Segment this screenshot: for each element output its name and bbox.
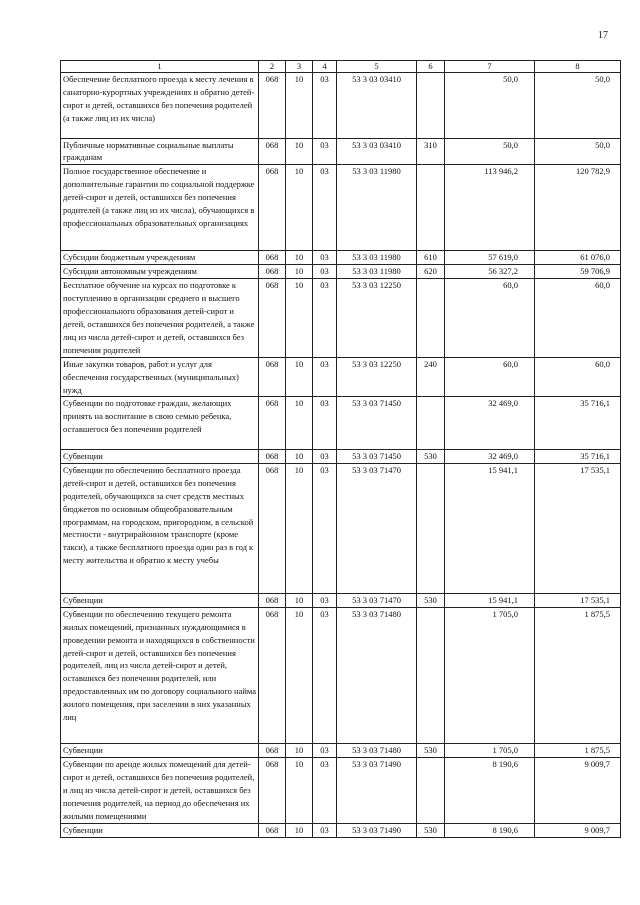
table-row xyxy=(61,73,621,139)
amount-year2-cell: 17 535,1 xyxy=(535,593,621,607)
amount-year2-cell: 50,0 xyxy=(535,73,621,139)
section-code-cell: 10 xyxy=(286,823,313,837)
table-row xyxy=(61,165,621,251)
table-row xyxy=(61,450,621,464)
row-name-cell: Субвенции по обеспечению бесплатного проезда детей-сирот и детей, оставшихся без попечения родителей, обучающихся за счет средств местных бюджетов по основным общеобразовательным программам, на городском, пригородном, в сельской местности - внутрирайонном транспорте (кроме такси), а также бесплатного проезда один раз в год к месту жительства и обратно к месту учебы xyxy=(61,463,259,593)
subsection-code-cell: 03 xyxy=(313,357,337,397)
subsection-code-cell: 03 xyxy=(313,73,337,139)
section-code-cell: 10 xyxy=(286,279,313,357)
amount-year1-cell: 15 941,1 xyxy=(445,593,535,607)
section-code-cell: 10 xyxy=(286,758,313,824)
amount-year1-cell: 56 327,2 xyxy=(445,265,535,279)
expense-type-cell xyxy=(417,463,445,593)
header-cell: 4 xyxy=(313,61,337,73)
ministry-code-cell: 068 xyxy=(259,607,286,743)
subsection-code-cell: 03 xyxy=(313,279,337,357)
ministry-code-cell: 068 xyxy=(259,593,286,607)
ministry-code-cell: 068 xyxy=(259,265,286,279)
table-row xyxy=(61,265,621,279)
amount-year2-cell: 60,0 xyxy=(535,279,621,357)
amount-year2-cell: 61 076,0 xyxy=(535,251,621,265)
ministry-code-cell: 068 xyxy=(259,357,286,397)
target-article-cell: 53 3 03 71490 xyxy=(337,823,417,837)
ministry-code-cell: 068 xyxy=(259,463,286,593)
amount-year2-cell: 59 706,9 xyxy=(535,265,621,279)
amount-year2-cell: 9 009,7 xyxy=(535,823,621,837)
header-cell: 6 xyxy=(417,61,445,73)
amount-year1-cell: 8 190,6 xyxy=(445,758,535,824)
target-article-cell: 53 3 03 03410 xyxy=(337,138,417,165)
table-row xyxy=(61,593,621,607)
amount-year1-cell: 32 469,0 xyxy=(445,450,535,464)
subsection-code-cell: 03 xyxy=(313,823,337,837)
row-name-cell: Субсидии автономным учреждениям xyxy=(61,265,259,279)
expense-type-cell: 530 xyxy=(417,450,445,464)
table-row xyxy=(61,397,621,450)
amount-year1-cell: 32 469,0 xyxy=(445,397,535,450)
table-row xyxy=(61,357,621,397)
table-row xyxy=(61,758,621,824)
target-article-cell: 53 3 03 71480 xyxy=(337,607,417,743)
target-article-cell: 53 3 03 11980 xyxy=(337,165,417,251)
target-article-cell: 53 3 03 12250 xyxy=(337,279,417,357)
table-row xyxy=(61,744,621,758)
amount-year2-cell: 35 716,1 xyxy=(535,450,621,464)
section-code-cell: 10 xyxy=(286,165,313,251)
target-article-cell: 53 3 03 71470 xyxy=(337,463,417,593)
amount-year2-cell: 1 875,5 xyxy=(535,607,621,743)
target-article-cell: 53 3 03 11980 xyxy=(337,251,417,265)
expense-type-cell: 240 xyxy=(417,357,445,397)
budget-table xyxy=(60,60,621,838)
target-article-cell: 53 3 03 12250 xyxy=(337,357,417,397)
table-row xyxy=(61,607,621,743)
amount-year1-cell: 113 946,2 xyxy=(445,165,535,251)
target-article-cell: 53 3 03 71450 xyxy=(337,450,417,464)
amount-year1-cell: 50,0 xyxy=(445,138,535,165)
expense-type-cell: 310 xyxy=(417,138,445,165)
header-cell: 3 xyxy=(286,61,313,73)
expense-type-cell xyxy=(417,165,445,251)
expense-type-cell xyxy=(417,607,445,743)
amount-year2-cell: 17 535,1 xyxy=(535,463,621,593)
section-code-cell: 10 xyxy=(286,593,313,607)
amount-year1-cell: 50,0 xyxy=(445,73,535,139)
ministry-code-cell: 068 xyxy=(259,251,286,265)
section-code-cell: 10 xyxy=(286,265,313,279)
expense-type-cell: 530 xyxy=(417,744,445,758)
subsection-code-cell: 03 xyxy=(313,593,337,607)
ministry-code-cell: 068 xyxy=(259,138,286,165)
expense-type-cell: 530 xyxy=(417,823,445,837)
section-code-cell: 10 xyxy=(286,744,313,758)
subsection-code-cell: 03 xyxy=(313,251,337,265)
table-row xyxy=(61,463,621,593)
table-row xyxy=(61,251,621,265)
amount-year2-cell: 35 716,1 xyxy=(535,397,621,450)
section-code-cell: 10 xyxy=(286,138,313,165)
subsection-code-cell: 03 xyxy=(313,744,337,758)
target-article-cell: 53 3 03 71490 xyxy=(337,758,417,824)
ministry-code-cell: 068 xyxy=(259,744,286,758)
section-code-cell: 10 xyxy=(286,607,313,743)
table-row xyxy=(61,279,621,357)
ministry-code-cell: 068 xyxy=(259,73,286,139)
section-code-cell: 10 xyxy=(286,450,313,464)
table-row xyxy=(61,823,621,837)
amount-year2-cell: 9 009,7 xyxy=(535,758,621,824)
header-row xyxy=(61,61,621,73)
amount-year1-cell: 1 705,0 xyxy=(445,744,535,758)
subsection-code-cell: 03 xyxy=(313,265,337,279)
expense-type-cell xyxy=(417,73,445,139)
row-name-cell: Бесплатное обучение на курсах по подготовке к поступлению в организации среднего и высшего профессионального образования детей-сирот и детей, оставшихся без попечения родителей, а также лиц из числа детей-сирот и детей, оставшихся без попечения родителей xyxy=(61,279,259,357)
expense-type-cell: 620 xyxy=(417,265,445,279)
amount-year2-cell: 120 782,9 xyxy=(535,165,621,251)
target-article-cell: 53 3 03 11980 xyxy=(337,265,417,279)
row-name-cell: Субвенции по подготовке граждан, желающих принять на воспитание в свою семью ребенка, оставшегося без попечения родителей xyxy=(61,397,259,450)
table-row xyxy=(61,138,621,165)
row-name-cell: Иные закупки товаров, работ и услуг для обеспечения государственных (муниципальных) нужд xyxy=(61,357,259,397)
row-name-cell: Субвенции xyxy=(61,744,259,758)
row-name-cell: Обеспечение бесплатного проезда к месту лечения в санаторно-курортных учреждениях и обратно детей-сирот и детей, оставшихся без попечения родителей (а также лиц из их числа) xyxy=(61,73,259,139)
ministry-code-cell: 068 xyxy=(259,758,286,824)
subsection-code-cell: 03 xyxy=(313,463,337,593)
ministry-code-cell: 068 xyxy=(259,397,286,450)
expense-type-cell xyxy=(417,279,445,357)
target-article-cell: 53 3 03 71470 xyxy=(337,593,417,607)
subsection-code-cell: 03 xyxy=(313,758,337,824)
ministry-code-cell: 068 xyxy=(259,279,286,357)
expense-type-cell xyxy=(417,758,445,824)
target-article-cell: 53 3 03 71480 xyxy=(337,744,417,758)
amount-year1-cell: 60,0 xyxy=(445,357,535,397)
row-name-cell: Субвенции xyxy=(61,823,259,837)
ministry-code-cell: 068 xyxy=(259,823,286,837)
header-cell: 5 xyxy=(337,61,417,73)
amount-year1-cell: 15 941,1 xyxy=(445,463,535,593)
section-code-cell: 10 xyxy=(286,397,313,450)
subsection-code-cell: 03 xyxy=(313,138,337,165)
header-cell: 1 xyxy=(61,61,259,73)
header-cell: 8 xyxy=(535,61,621,73)
header-cell: 2 xyxy=(259,61,286,73)
page-number: 17 xyxy=(598,30,608,41)
expense-type-cell xyxy=(417,397,445,450)
row-name-cell: Субвенции xyxy=(61,593,259,607)
ministry-code-cell: 068 xyxy=(259,165,286,251)
subsection-code-cell: 03 xyxy=(313,450,337,464)
section-code-cell: 10 xyxy=(286,251,313,265)
amount-year2-cell: 1 875,5 xyxy=(535,744,621,758)
row-name-cell: Субвенции xyxy=(61,450,259,464)
amount-year1-cell: 57 619,0 xyxy=(445,251,535,265)
amount-year2-cell: 60,0 xyxy=(535,357,621,397)
target-article-cell: 53 3 03 03410 xyxy=(337,73,417,139)
subsection-code-cell: 03 xyxy=(313,165,337,251)
row-name-cell: Субвенции по обеспечению текущего ремонта жилых помещений, признанных нуждающимися в проведении ремонта и находящихся в собственности детей-сирот и детей, оставшихся без попечения родителей, лиц из числа детей-сирот и детей, оставшихся без попечения родителей, или предоставленных им по договору социального найма жилого помещения, при заселении в них указанных лиц xyxy=(61,607,259,743)
row-name-cell: Субвенции по аренде жилых помещений для детей-сирот и детей, оставшихся без попечения родителей, и лиц из числа детей-сирот и детей, оставшихся без попечения родителей, на период до обеспечения их жилыми помещениями xyxy=(61,758,259,824)
amount-year1-cell: 8 190,6 xyxy=(445,823,535,837)
section-code-cell: 10 xyxy=(286,357,313,397)
target-article-cell: 53 3 03 71450 xyxy=(337,397,417,450)
ministry-code-cell: 068 xyxy=(259,450,286,464)
subsection-code-cell: 03 xyxy=(313,607,337,743)
amount-year1-cell: 1 705,0 xyxy=(445,607,535,743)
amount-year2-cell: 50,0 xyxy=(535,138,621,165)
section-code-cell: 10 xyxy=(286,73,313,139)
expense-type-cell: 610 xyxy=(417,251,445,265)
row-name-cell: Полное государственное обеспечение и дополнительные гарантии по социальной поддержке детей-сирот и детей, оставшихся без попечения родителей (а также лиц из их числа), обучающихся в профессиональных образовательных организациях xyxy=(61,165,259,251)
amount-year1-cell: 60,0 xyxy=(445,279,535,357)
expense-type-cell: 530 xyxy=(417,593,445,607)
subsection-code-cell: 03 xyxy=(313,397,337,450)
row-name-cell: Публичные нормативные социальные выплаты гражданам xyxy=(61,138,259,165)
section-code-cell: 10 xyxy=(286,463,313,593)
row-name-cell: Субсидии бюджетным учреждениям xyxy=(61,251,259,265)
header-cell: 7 xyxy=(445,61,535,73)
